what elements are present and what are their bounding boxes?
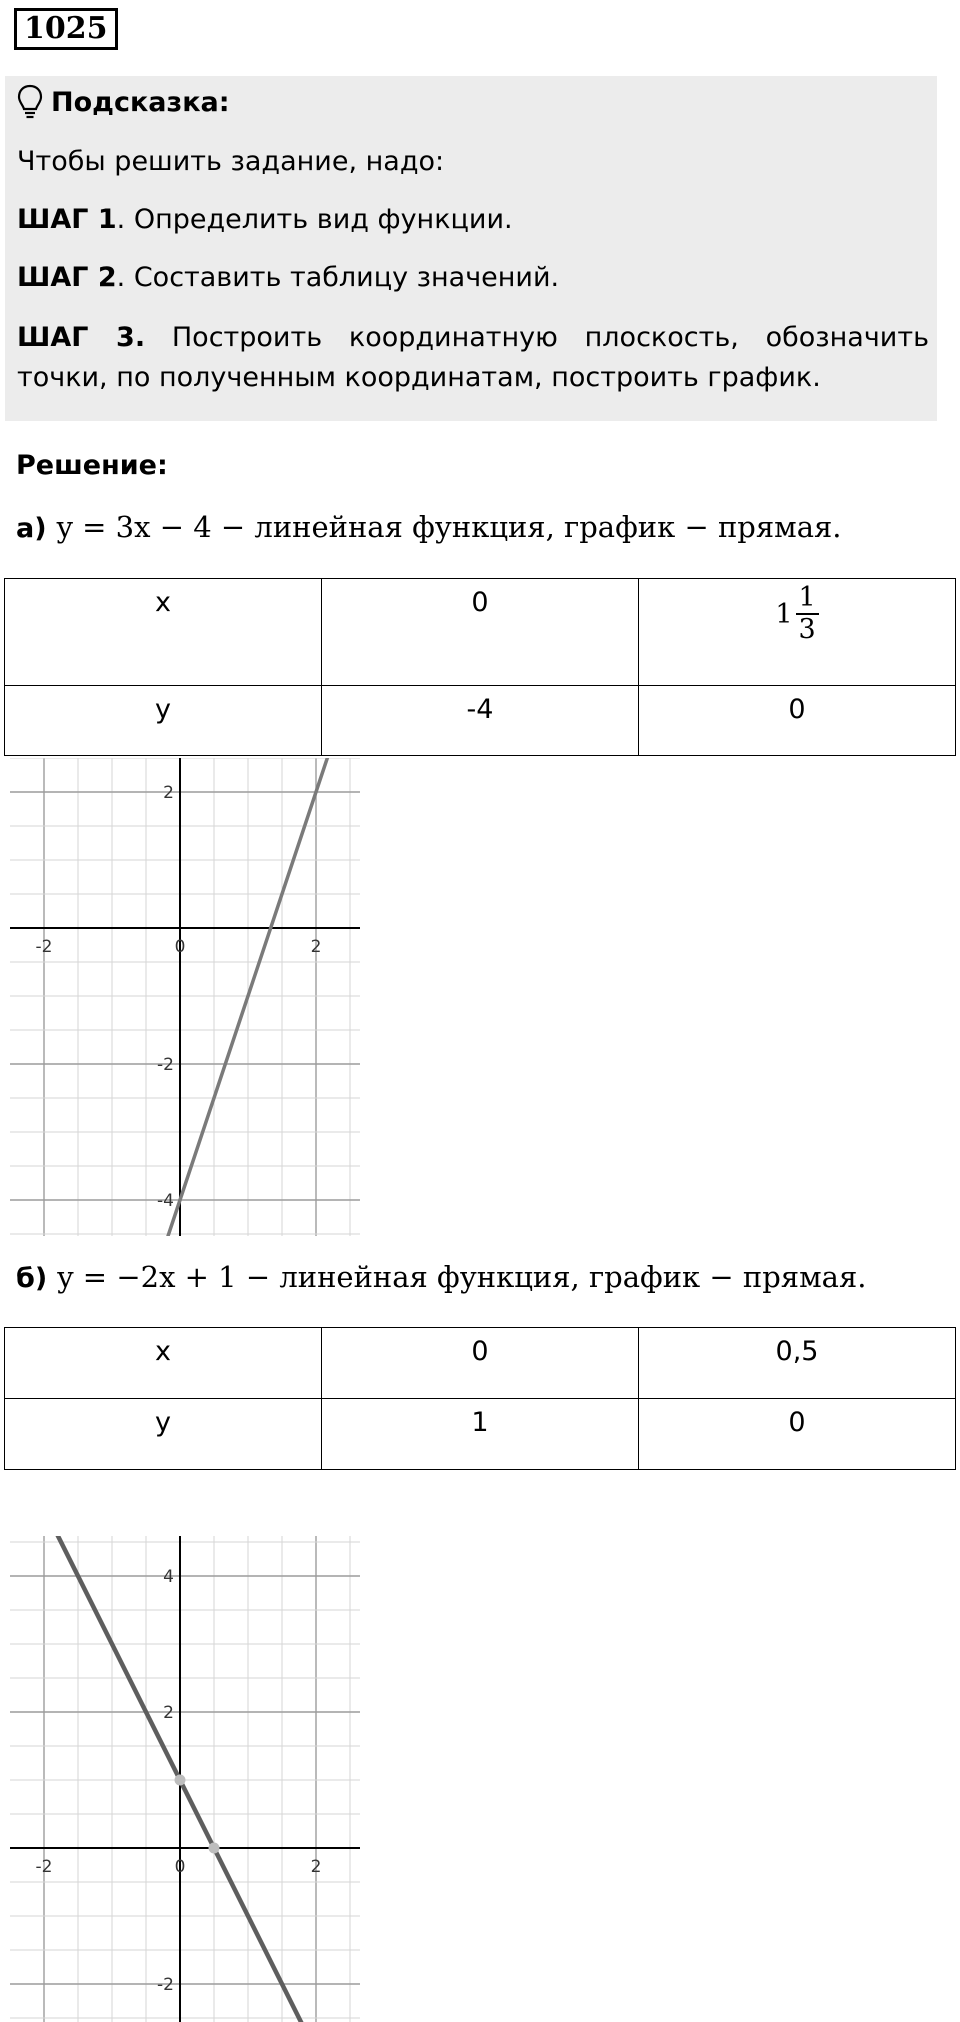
hint-step-3: ШАГ 3. Построить координатную плоскость, обозначить точки, по полученным координатам, построить график. [17,322,929,393]
cell-x-label: x [5,1328,322,1399]
values-table-a [4,578,956,756]
cell-y2: 0 [639,686,956,756]
y-tick-label: 2 [163,783,174,803]
cell-x2: 0,5 [639,1328,956,1399]
x-tick-label: -2 [35,937,53,957]
lightbulb-icon [17,84,43,120]
data-point [209,1843,220,1854]
y-tick-label: -2 [157,1975,174,1995]
graph-b [10,1536,360,2022]
x-tick-label: 2 [310,1857,322,1877]
hint-step-2: ШАГ 2. Составить таблицу значений. [17,262,560,293]
cell-y-label: y [5,686,322,756]
cell-y-label: y [5,1399,322,1470]
hint-box [5,76,937,421]
x-tick-label: -2 [35,1857,53,1877]
cell-x2 [639,579,956,686]
cell-x1: 0 [322,579,639,686]
formula-b: б) y = −2x + 1 − линейная функция, график − прямая. [16,1260,867,1294]
formula-a: а) y = 3x − 4 − линейная функция, график − прямая. [16,510,842,544]
x-tick-label: 2 [310,937,322,957]
data-point [175,1775,186,1786]
problem-number: 1025 [14,8,118,50]
y-tick-label: -4 [157,1191,174,1211]
hint-header [17,84,230,120]
cell-y2: 0 [639,1399,956,1470]
hint-title: Подсказка: [51,86,230,118]
cell-y1: -4 [322,686,639,756]
hint-step-1: ШАГ 1. Определить вид функции. [17,204,513,235]
cell-y1: 1 [322,1399,639,1470]
x-tick-label: 0 [174,937,186,957]
hint-intro: Чтобы решить задание, надо: [17,146,445,177]
values-table-b [4,1327,956,1470]
y-tick-label: 2 [163,1703,174,1723]
solution-heading: Решение: [16,450,168,481]
mixed-fraction: 1 1 3 [775,583,818,645]
y-tick-label: -2 [157,1055,174,1075]
cell-x1: 0 [322,1328,639,1399]
graph-a [10,758,360,1236]
x-tick-label: 0 [174,1857,186,1877]
cell-x-label: x [5,579,322,686]
y-tick-label: 4 [163,1567,174,1587]
